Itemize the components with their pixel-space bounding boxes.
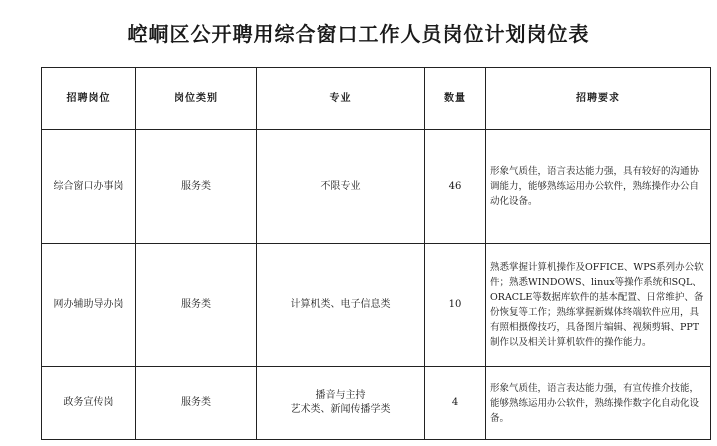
table-row [42, 367, 711, 440]
major-line: 不限专业 [320, 180, 361, 192]
cell-requirements: 熟悉掌握计算机操作及OFFICE、WPS系列办公软件；熟悉WINDOWS、linux等操作系统和SQL、ORACLE等数据库软件的基本配置、日常维护、备份恢复等工作；熟练掌握新媒体终端软件应用，具有照相摄像技巧，具备图片编辑、视频剪辑、PPT制作以及相关计算机软件的操作能力。 [486, 244, 711, 367]
major-line: 播音与主持 [315, 390, 366, 401]
cell-major [257, 130, 425, 244]
cell-major [257, 367, 425, 440]
major-line: 计算机类、电子信息类 [290, 299, 391, 310]
cell-major [257, 244, 425, 367]
page-title: 崆峒区公开聘用综合窗口工作人员岗位计划岗位表 [127, 22, 590, 46]
header-position: 招聘岗位 [42, 68, 136, 130]
cell-requirements: 形象气质佳，语言表达能力强，有宣传推介技能，能够熟练运用办公软件，熟练操作数字化自动化设备。 [486, 367, 711, 440]
cell-category: 服务类 [136, 130, 257, 244]
header-count: 数量 [425, 68, 486, 130]
cell-position: 政务宣传岗 [42, 367, 136, 440]
header-category: 岗位类别 [136, 68, 257, 130]
table-row [42, 244, 711, 367]
cell-count: 4 [425, 367, 486, 440]
position-plan-table [41, 67, 711, 440]
table-row [42, 130, 711, 244]
table-header-row [42, 68, 711, 130]
cell-position: 综合窗口办事岗 [42, 130, 136, 244]
cell-requirements: 形象气质佳，语言表达能力强，具有较好的沟通协调能力，能够熟练运用办公软件，熟练操作办公自动化设备。 [486, 130, 711, 244]
header-requirements: 招聘要求 [486, 68, 711, 130]
major-line: 艺术类、新闻传播学类 [290, 404, 391, 415]
cell-position: 网办辅助导办岗 [42, 244, 136, 367]
cell-count: 46 [425, 130, 486, 244]
header-major: 专业 [257, 68, 425, 130]
cell-category: 服务类 [136, 367, 257, 440]
cell-count: 10 [425, 244, 486, 367]
cell-category: 服务类 [136, 244, 257, 367]
